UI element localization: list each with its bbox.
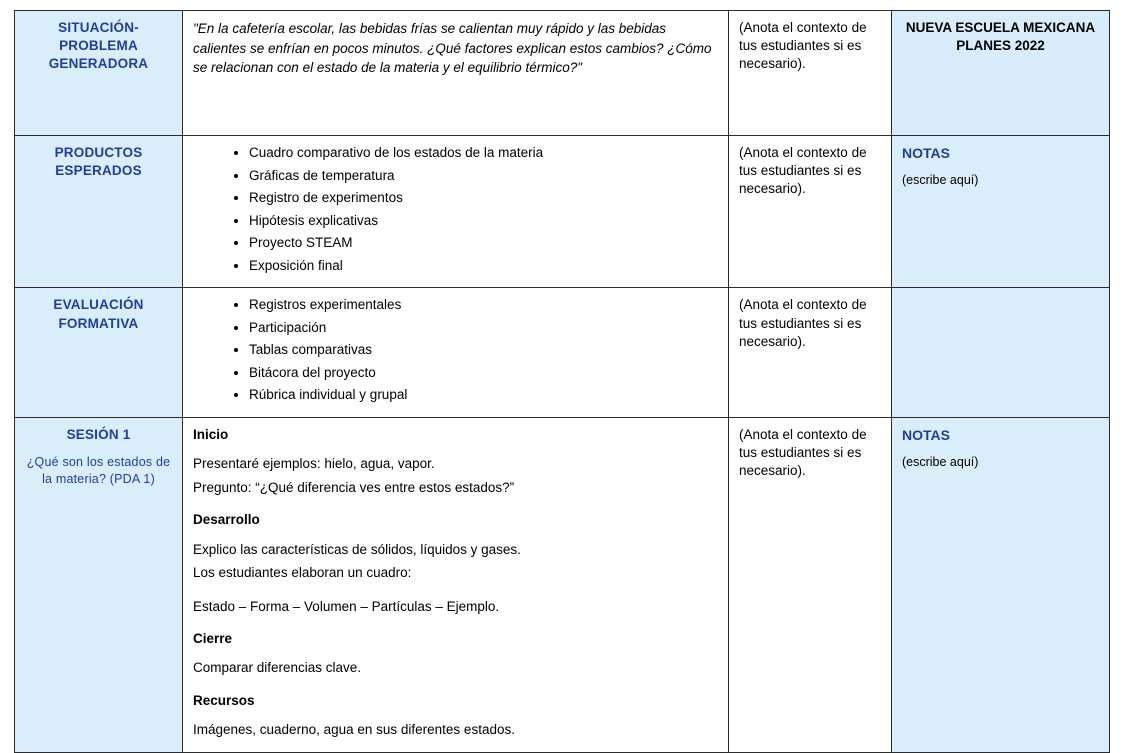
list-item: • Gráficas de temperatura <box>249 167 718 185</box>
row-label-text: SESIÓN 1 <box>66 427 131 443</box>
situacion-problema-content <box>183 11 729 136</box>
row-label-situacion-problema <box>15 11 183 136</box>
notas-title: NOTAS <box>902 145 950 161</box>
context-note-4[interactable]: (Anota el contexto de tus estudiantes si es necesario). <box>729 418 892 753</box>
context-note-2[interactable]: (Anota el contexto de tus estudiantes si es necesario). <box>729 136 892 288</box>
evaluacion-formativa-content <box>183 288 729 418</box>
notas-placeholder[interactable]: (escribe aquí) <box>902 454 979 469</box>
row-label-text: PRODUCTOS ESPERADOS <box>54 145 143 179</box>
row-label-productos-esperados <box>15 136 183 288</box>
list-item: • Bitácora del proyecto <box>249 364 718 382</box>
section-heading-desarrollo: Desarrollo <box>193 512 260 528</box>
paragraph: Pregunto: “¿Qué diferencia ves entre estos estados?” <box>193 479 515 495</box>
list-item: • Registros experimentales <box>249 296 718 314</box>
paragraph: Imágenes, cuaderno, agua en sus diferentes estados. <box>193 722 515 738</box>
notas-title: NOTAS <box>902 427 950 444</box>
table-row <box>15 11 1110 136</box>
row-label-text: EVALUACIÓN FORMATIVA <box>53 297 144 331</box>
list-item: • Participación <box>249 319 718 337</box>
row-label-evaluacion-formativa <box>15 288 183 418</box>
paragraph: Comparar diferencias clave. <box>193 660 362 676</box>
context-note-3[interactable]: (Anota el contexto de tus estudiantes si es necesario). <box>729 288 892 418</box>
row-label-sesion-1 <box>15 418 183 753</box>
notas-panel-1[interactable] <box>892 136 1110 288</box>
table-row <box>15 288 1110 418</box>
notas-placeholder[interactable]: (escribe aquí) <box>902 172 979 187</box>
paragraph: Los estudiantes elaboran un cuadro: <box>193 565 412 581</box>
paragraph: Presentaré ejemplos: hielo, agua, vapor. <box>193 456 435 472</box>
list-item: • Rúbrica individual y grupal <box>249 386 718 404</box>
paragraph: Explico las características de sólidos, líquidos y gases. <box>193 541 521 557</box>
list-item: • Cuadro comparativo de los estados de la materia <box>249 144 718 162</box>
list-item: • Registro de experimentos <box>249 189 718 207</box>
context-note-1[interactable]: (Anota el contexto de tus estudiantes si es necesario). <box>729 11 892 136</box>
planning-document <box>0 10 1122 750</box>
paragraph: Estado – Forma – Volumen – Partículas – Ejemplo. <box>193 598 500 614</box>
row-label-text: SITUACIÓN-PROBLEMA GENERADORA <box>48 20 149 72</box>
situacion-problema-quote: "En la cafetería escolar, las bebidas frías se calientan muy rápido y las bebidas calientes se enfrían en pocos minutos. ¿Qué factores explican estos cambios? ¿Cómo se relacionan con el estado de la materia y el equilibrio térmico?" <box>193 21 712 76</box>
notas-panel-1-continued[interactable] <box>892 288 1110 418</box>
brand-line-2: PLANES 2022 <box>956 38 1045 54</box>
brand-header <box>892 11 1110 136</box>
list-item: • Exposición final <box>249 257 718 275</box>
planning-table <box>14 10 1110 753</box>
row-sublabel-text: ¿Qué son los estados de la materia? (PDA 1) <box>26 454 171 487</box>
notas-panel-2[interactable] <box>892 418 1110 753</box>
brand-line-1: NUEVA ESCUELA MEXICANA <box>905 20 1096 35</box>
sesion-1-content <box>183 418 729 753</box>
list-item: • Hipótesis explicativas <box>249 212 718 230</box>
productos-esperados-list <box>193 144 718 274</box>
section-heading-cierre: Cierre <box>193 631 233 647</box>
list-item: • Proyecto STEAM <box>249 234 718 252</box>
section-heading-inicio: Inicio <box>193 427 229 443</box>
table-row <box>15 418 1110 753</box>
section-heading-recursos: Recursos <box>193 693 255 709</box>
evaluacion-formativa-list <box>193 296 718 404</box>
productos-esperados-content <box>183 136 729 288</box>
list-item: • Tablas comparativas <box>249 341 718 359</box>
table-row <box>15 136 1110 288</box>
